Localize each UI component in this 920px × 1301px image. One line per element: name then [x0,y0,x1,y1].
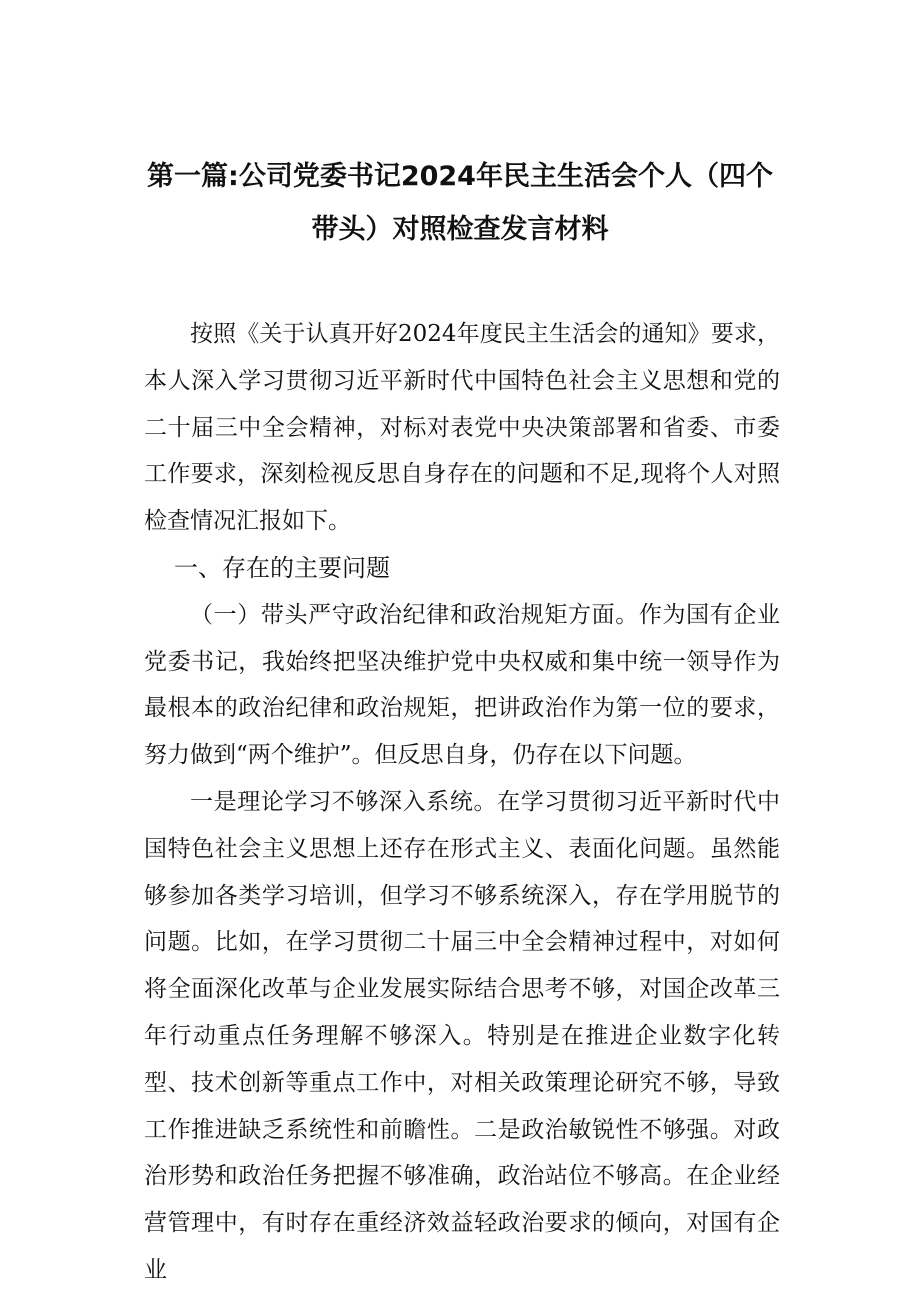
subsection-political-discipline: （一）带头严守政治纪律和政治规矩方面。作为国有企业党委书记，我始终把坚决维护党中央权威和集中统一领导作为最根本的政治纪律和政治规矩，把讲政治作为第一位的要求，努力做到“两个维护”。但反思自身，仍存在以下问题。 [144,601,780,769]
document-body [144,311,780,1294]
title-line-1: 第一篇:公司党委书记2024年民主生活会个人（四个 [147,161,773,192]
intro-paragraph: 按照《关于认真开好2024年度民主生活会的通知》要求，本人深入学习贯彻习近平新时代中国特色社会主义思想和党的二十届三中全会精神，对标对表党中央决策部署和省委、市委工作要求，深刻检视反思自身存在的问题和不足,现将个人对照检查情况汇报如下。 [144,321,780,535]
point-theory-study: 一是理论学习不够深入系统。在学习贯彻习近平新时代中国特色社会主义思想上还存在形式主义、表面化问题。虽然能够参加各类学习培训，但学习不够系统深入，存在学用脱节的问题。比如，在学习贯彻二十届三中全会精神过程中，对如何将全面深化改革与企业发展实际结合思考不够，对国企改革三年行动重点任务理解不够深入。特别是在推进企业数字化转型、技术创新等重点工作中，对相关政策理论研究不够，导致工作推进缺乏系统性和前瞻性。二是政治敏锐性不够强。对政治形势和政治任务把握不够准确，政治站位不够高。在企业经营管理中，有时存在重经济效益轻政治要求的倾向，对国有企业 [144,788,780,1283]
document-title [140,150,780,256]
title-line-2: 带头）对照检查发言材料 [311,214,609,245]
section-heading-problems: 一、存在的主要问题 [174,553,390,582]
